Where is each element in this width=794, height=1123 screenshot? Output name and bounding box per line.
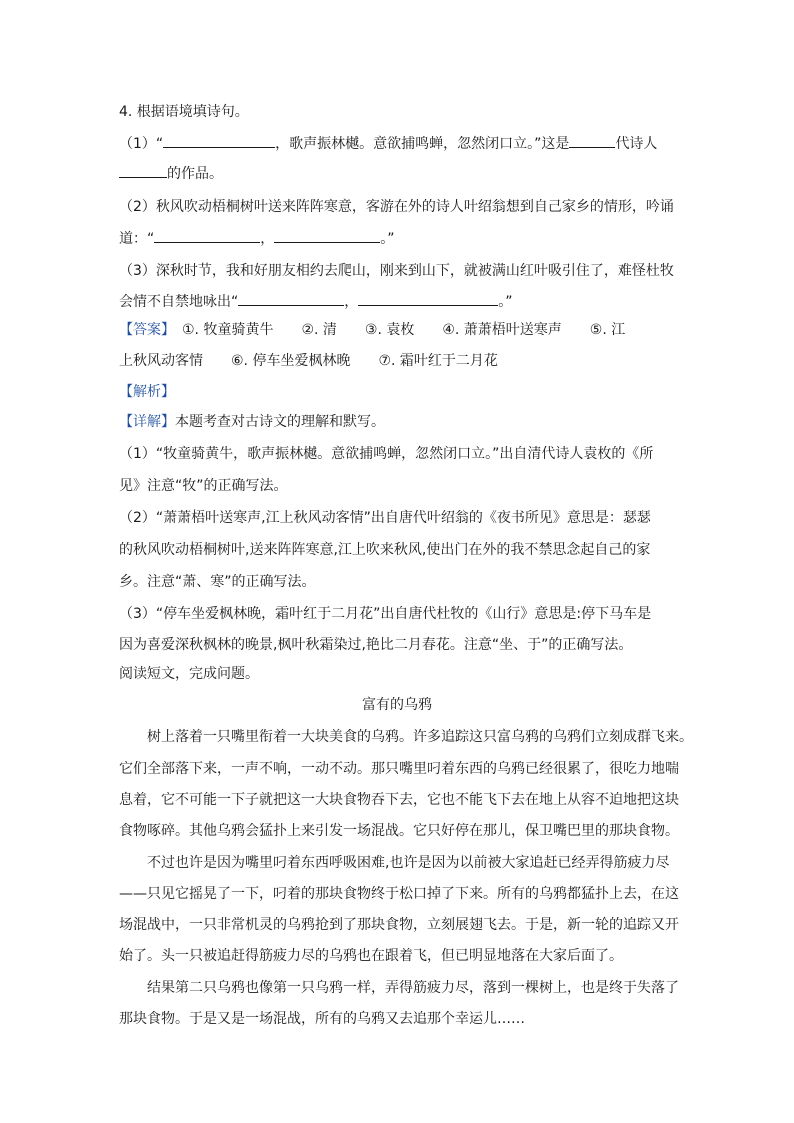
article-line: 树上落着一只嘴里衔着一大块美食的乌鸦。许多追踪这只富乌鸦的乌鸦们立刻成群飞来。 (119, 729, 693, 745)
analysis-line: （1）“牧童骑黄牛，歌声振林樾。意欲捕鸣蝉，忽然闭口立。”出自清代诗人袁枚的《所 (119, 446, 654, 462)
answer-line-2: 上秋风动客情 ⑥. 停车坐爱枫林晚 ⑦. 霜叶红于二月花 (119, 353, 498, 369)
article-line: 不过也许是因为嘴里叼着东西呼吸困难,也许是因为以前被大家追赶已经弄得筋疲力尽 (119, 855, 670, 871)
analysis-line: 乡。注意“萧、寒”的正确写法。 (119, 574, 316, 590)
question-heading: 4. 根据语境填诗句。 (119, 104, 249, 120)
answer-line-1: 【答案】 ①. 牧童骑黄牛 ②. 清 ③. 袁枚 ④. 萧萧梧叶送寒声 ⑤. 江 (119, 322, 626, 338)
answer-label: 【答案】 (119, 322, 168, 338)
analysis-detail: 【详解】本题考查对古诗文的理解和默写。 (119, 414, 385, 430)
analysis-label: 【解析】 (119, 384, 175, 400)
question-part-1-line-2: 的作品。 (119, 163, 223, 184)
detail-label: 【详解】 (119, 414, 175, 430)
analysis-line: （2）“萧萧梧叶送寒声,江上秋风动客情”出自唐代叶绍翁的《夜书所见》意思是：瑟瑟 (119, 510, 651, 526)
reading-intro: 阅读短文，完成问题。 (119, 666, 259, 682)
analysis-line: 因为喜爱深秋枫林的晚景,枫叶秋霜染过,艳比二月春花。注意“坐、于”的正确写法。 (119, 637, 633, 653)
article-line: 那块食物。于是又是一场混战，所有的乌鸦又去追那个幸运儿…… (119, 1011, 525, 1027)
answer-blank[interactable] (119, 163, 167, 178)
article-line: 场混战中，一只非常机灵的乌鸦抢到了那块食物，立刻展翅飞去。于是，新一轮的追踪又开 (119, 917, 679, 933)
question-part-2-line-1: （2）秋风吹动梧桐树叶送来阵阵寒意，客游在外的诗人叶绍翁想到自己家乡的情形，吟诵 (119, 199, 674, 215)
analysis-line: （3）“停车坐爱枫林晚，霜叶红于二月花”出自唐代杜牧的《山行》意思是:停下马车是 (119, 606, 652, 622)
answer-blank[interactable] (163, 133, 275, 148)
question-part-3-line-1: （3）深秋时节，我和好朋友相约去爬山，刚来到山下，就被满山红叶吸引住了，难怪杜牧 (119, 263, 674, 279)
analysis-line: 见》注意“牧”的正确写法。 (119, 478, 288, 494)
article-line: 结果第二只乌鸦也像第一只乌鸦一样，弄得筋疲力尽，落到一棵树上，也是终于失落了 (119, 980, 679, 996)
answer-blank[interactable] (238, 291, 344, 306)
answer-blank[interactable] (358, 291, 498, 306)
article-line: 它们全部落下来，一声不响，一动不动。那只嘴里叼着东西的乌鸦已经很累了，很吃力地喘 (119, 761, 679, 777)
question-part-1-line-1: （1）“ ，歌声振林樾。意欲捕鸣蝉，忽然闭口立。”这是 代诗人 (119, 133, 657, 154)
article-line: 息着，它不可能一下子就把这一大块食物吞下去，它也不能飞下去在地上从容不迫地把这块 (119, 792, 679, 808)
article-title: 富有的乌鸦 (362, 697, 432, 713)
answer-blank[interactable] (569, 133, 615, 148)
question-part-3-line-2: 会情不自禁地咏出“ ， 。” (119, 291, 513, 312)
answer-blank[interactable] (154, 228, 260, 243)
answer-blank[interactable] (274, 228, 380, 243)
analysis-line: 的秋风吹动梧桐树叶,送来阵阵寒意,江上吹来秋风,使出门在外的我不禁思念起自己的家 (119, 542, 651, 558)
article-line: 始了。头一只被追赶得筋疲力尽的乌鸦也在跟着飞，但已明显地落在大家后面了。 (119, 948, 623, 964)
article-line: 食物啄碎。其他乌鸦会猛扑上来引发一场混战。它只好停在那儿，保卫嘴巴里的那块食物。 (119, 823, 679, 839)
question-part-2-line-2: 道：“ ， 。” (119, 228, 395, 249)
article-line: ——只见它摇晃了一下，叼着的那块食物终于松口掉了下来。所有的乌鸦都猛扑上去，在这 (119, 886, 679, 902)
